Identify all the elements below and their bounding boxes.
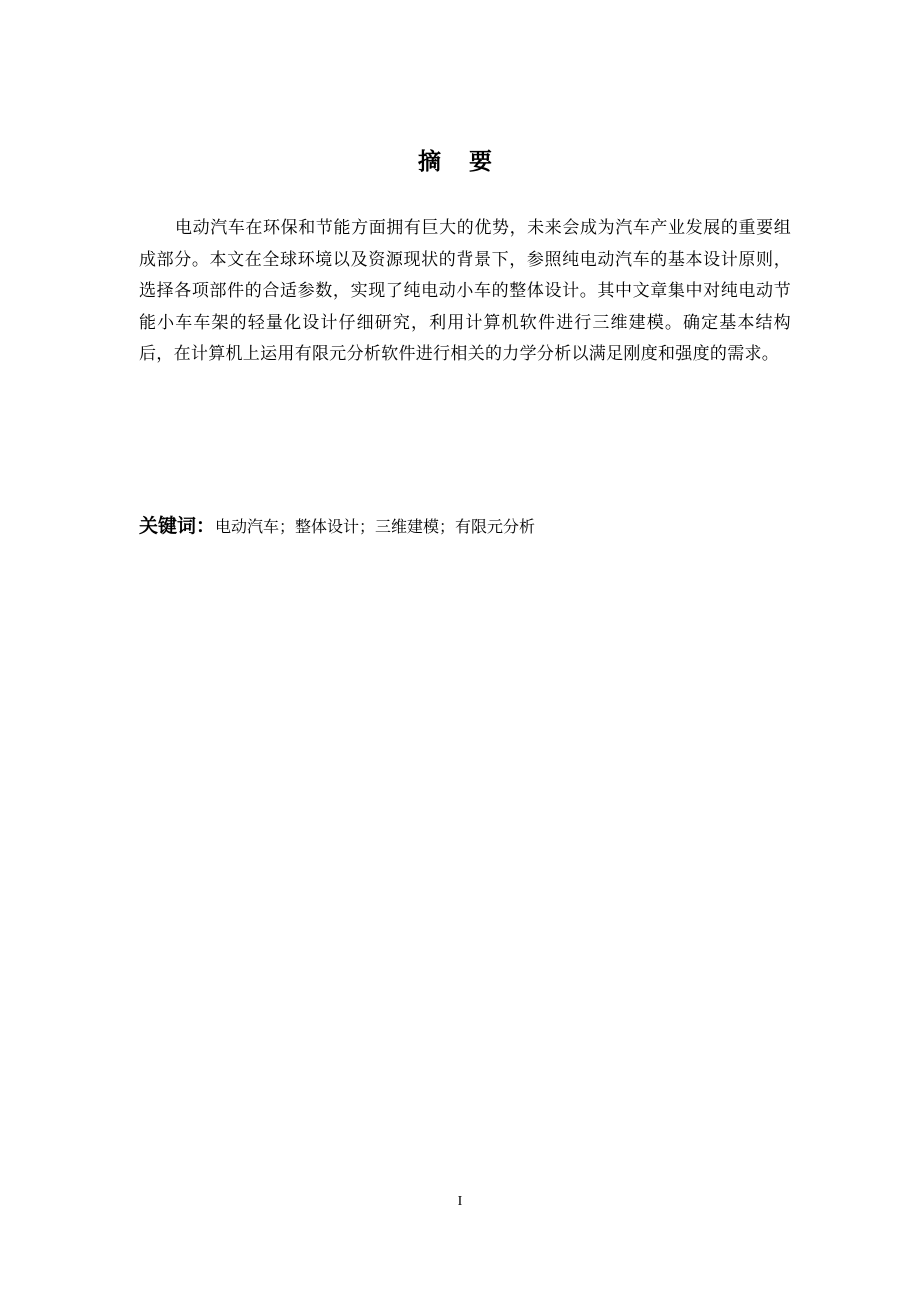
abstract-paragraph: 电动汽车在环保和节能方面拥有巨大的优势，未来会成为汽车产业发展的重要组成部分。本文在全球环境以及资源现状的背景下，参照纯电动汽车的基本设计原则，选择各项部件的合适参数，实现了纯电动小车的整体设计。其中文章集中对纯电动节能小车车架的轻量化设计仔细研究，利用计算机软件进行三维建模。确定基本结构后，在计算机上运用有限元分析软件进行相关的力学分析以满足刚度和强度的需求。 [139, 218, 791, 364]
page-title: 摘 要 [417, 149, 502, 175]
keywords-label: 关键词： [139, 515, 216, 537]
keywords-line [139, 512, 535, 542]
page-number: I [457, 1194, 463, 1209]
keywords-values: 电动汽车；整体设计；三维建模；有限元分析 [215, 517, 536, 536]
